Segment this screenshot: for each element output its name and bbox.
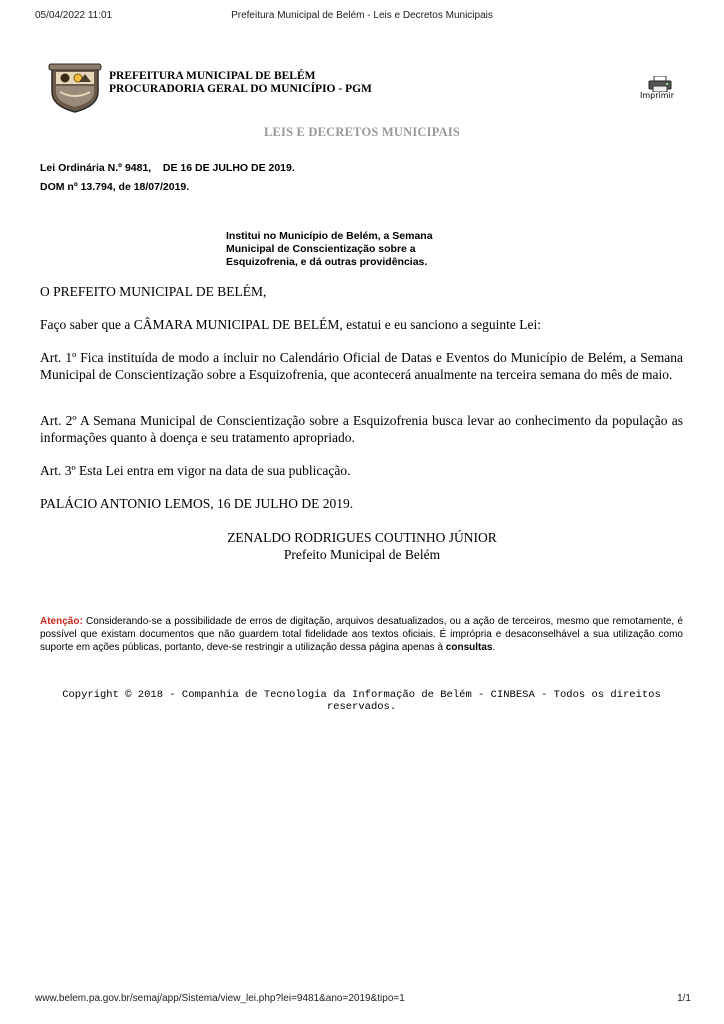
article-3: Art. 3º Esta Lei entra em vigor na data de sua publicação. <box>40 463 351 478</box>
signature-block <box>0 529 724 563</box>
ementa-line: Municipal de Conscientização sobre a <box>226 243 416 255</box>
signatory-role: Prefeito Municipal de Belém <box>283 547 441 562</box>
notice-end: . <box>492 642 496 653</box>
print-footer <box>0 993 724 1009</box>
signatory-name: ZENALDO RODRIGUES COUTINHO JÚNIOR <box>227 530 497 545</box>
ementa <box>226 230 466 269</box>
organization-heading <box>109 70 372 96</box>
page-count: 1/1 <box>677 993 691 1004</box>
notice-label: Atenção: <box>40 616 83 627</box>
copyright: Copyright © 2018 - Companhia de Tecnologia da Informação de Belém - CINBESA - Todos os direitos reservados. <box>62 689 661 713</box>
print-button-label: Imprimir <box>640 91 675 100</box>
notice-text: Considerando-se a possibilidade de erros de digitação, arquivos desatualizados, ou a ação de terceiros, mesmo que remotamente, é possível que existam documentos que não guardem total fidelidade aos textos oficiais. É imprópria e desaconselhável a sua utilização como suporte em ações públicas, portanto, deve-se restringir a utilização dessa página apenas à <box>40 616 683 653</box>
notice-emphasis: consultas <box>445 642 493 653</box>
page-url: www.belem.pa.gov.br/semaj/app/Sistema/view_lei.php?lei=9481&ano=2019&tipo=1 <box>35 993 405 1004</box>
print-date: 05/04/2022 11:01 <box>35 10 113 21</box>
print-button[interactable] <box>638 76 682 102</box>
section-title: LEIS E DECRETOS MUNICIPAIS <box>263 125 461 139</box>
place-and-date: PALÁCIO ANTONIO LEMOS, 16 DE JULHO DE 2019. <box>40 496 354 511</box>
org-line-2: PROCURADORIA GERAL DO MUNICÍPIO - PGM <box>109 83 372 95</box>
printer-icon <box>648 76 672 92</box>
belem-coat-of-arms-icon <box>48 62 102 114</box>
article-2: Art. 2º A Semana Municipal de Conscientização sobre a Esquizofrenia busca levar ao conhecimento da população as informações quanto à doença e seu tratamento apropriado. <box>40 413 683 445</box>
disclaimer-notice <box>40 615 683 654</box>
print-header <box>0 10 724 26</box>
print-page-title: Prefeitura Municipal de Belém - Leis e Decretos Municipais <box>231 10 493 21</box>
dom-reference: DOM nº 13.794, de 18/07/2019. <box>40 181 190 193</box>
ementa-line: Institui no Município de Belém, a Semana <box>226 230 433 242</box>
ementa-line: Esquizofrenia, e dá outras providências. <box>226 256 428 268</box>
preamble-enactment: Faço saber que a CÂMARA MUNICIPAL DE BELÉM, estatui e eu sanciono a seguinte Lei: <box>40 317 542 332</box>
law-identifier: Lei Ordinária N.º 9481, DE 16 DE JULHO DE 2019. <box>40 162 295 174</box>
org-line-1: PREFEITURA MUNICIPAL DE BELÉM <box>109 70 316 82</box>
preamble-mayor: O PREFEITO MUNICIPAL DE BELÉM, <box>40 284 267 299</box>
article-1: Art. 1º Fica instituída de modo a incluir no Calendário Oficial de Datas e Eventos do Município de Belém, a Semana Municipal de Conscientização sobre a Esquizofrenia, que acontecerá anualmente na terceira semana do mês de maio. <box>40 350 683 382</box>
